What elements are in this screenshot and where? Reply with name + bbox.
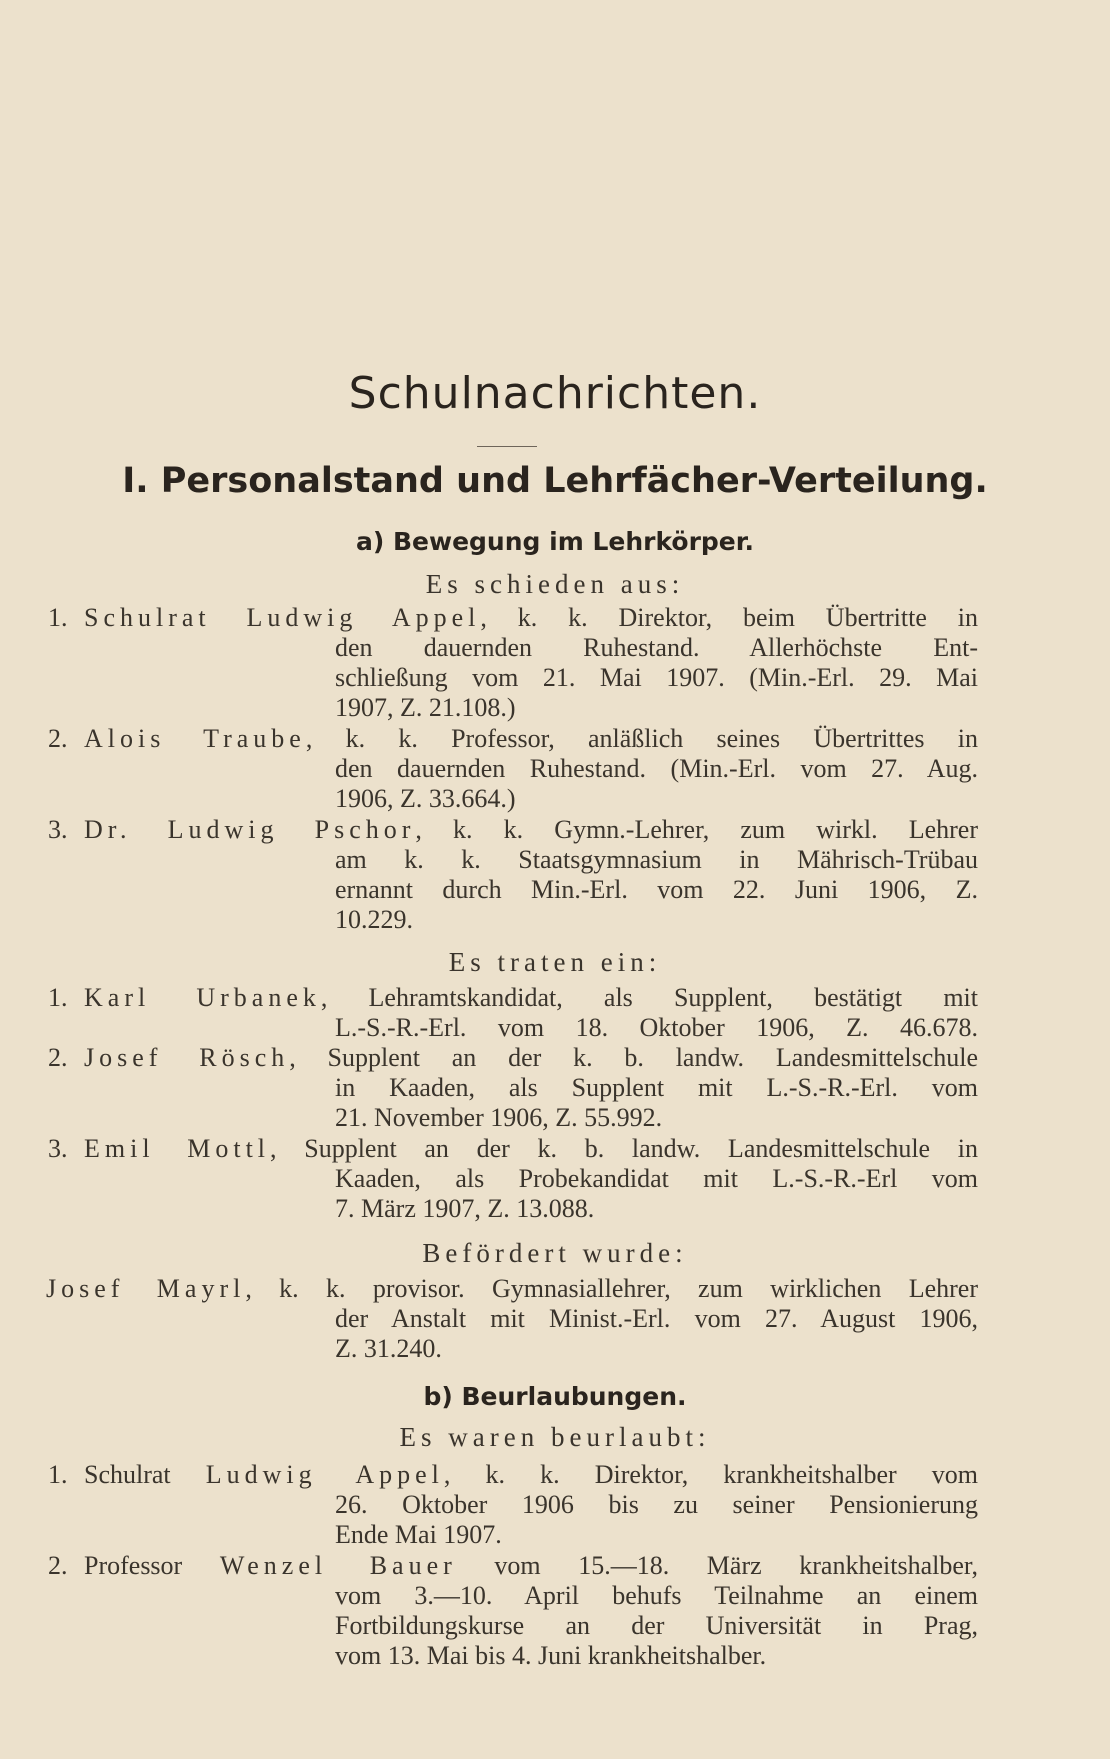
page-title: Schulnachrichten. <box>348 368 762 419</box>
list-item-line: am k. k. Staatsgymnasium in Mährisch-Trübau <box>335 845 978 874</box>
person-name: Josef Rösch <box>84 1043 290 1072</box>
list-item-line: L.-S.-R.-Erl. vom 18. Oktober 1906, Z. 46.678. <box>335 1013 978 1042</box>
list-item-line: den dauernden Ruhestand. (Min.-Erl. vom 27. Aug. <box>335 754 978 783</box>
list-item-text: , Lehramtskandidat, als Supplent, bestätigt mit <box>320 983 978 1012</box>
list-item-text: , k. k. Gymn.-Lehrer, zum wirkl. Lehrer <box>415 815 978 844</box>
list-item-text: , Supplent an der k. b. landw. Landesmittelschule in <box>270 1134 979 1163</box>
subheading-es-schieden-aus: Es schieden aus: <box>425 569 685 599</box>
list-item-line: 1906, Z. 33.664.) <box>335 784 516 813</box>
subheading-es-traten-ein: Es traten ein: <box>448 947 662 977</box>
list-item-line: ernannt durch Min.-Erl. vom 22. Juni 1906, Z. <box>335 875 978 904</box>
list-item-line: vom 13. Mai bis 4. Juni krankheitshalber. <box>335 1641 767 1670</box>
list-item-line: 7. März 1907, Z. 13.088. <box>335 1194 595 1223</box>
person-name: Dr. Ludwig Pschor <box>84 815 416 844</box>
list-item-text: , Supplent an der k. b. landw. Landesmittelschule <box>289 1043 978 1072</box>
person-name: Karl Urbanek <box>84 983 321 1012</box>
list-item-line: der Anstalt mit Minist.-Erl. vom 27. August 1906, <box>335 1304 978 1333</box>
list-item-first-line <box>84 1551 978 1581</box>
section-heading-personalstand: I. Personalstand und Lehrfächer-Verteilung. <box>122 461 988 501</box>
person-name: Ludwig Appel <box>205 1460 444 1489</box>
person-name: Emil Mottl <box>84 1134 271 1163</box>
list-item-first-line <box>84 603 978 633</box>
list-item-first-line <box>84 724 978 754</box>
list-item-line: Z. 31.240. <box>335 1334 442 1363</box>
title-prefix: Professor <box>84 1551 220 1580</box>
list-item-text: , k. k. Direktor, beim Übertritte in <box>480 603 978 632</box>
list-item-first-line <box>84 1043 978 1073</box>
list-item-first-line <box>84 1134 978 1164</box>
subsection-heading-beurlaubungen: b) Beurlaubungen. <box>423 1382 687 1411</box>
list-number: 1. <box>48 983 68 1012</box>
list-item-line: 21. November 1906, Z. 55.992. <box>335 1103 663 1132</box>
list-item-line: 1907, Z. 21.108.) <box>335 693 516 722</box>
list-item-line: 10.229. <box>335 905 413 934</box>
person-name: Wenzel Bauer <box>219 1551 457 1580</box>
person-name: Schulrat Ludwig Appel <box>84 603 481 632</box>
list-number: 1. <box>48 1460 68 1489</box>
subheading-befoerdert-wurde: Befördert wurde: <box>422 1238 688 1268</box>
list-item-line: den dauernden Ruhestand. Allerhöchste Ent- <box>335 633 978 662</box>
list-item-line: Kaaden, als Probekandidat mit L.-S.-R.-Erl vom <box>335 1164 978 1193</box>
person-name: Josef Mayrl <box>46 1274 246 1303</box>
list-item-first-line <box>84 983 978 1013</box>
list-number: 2. <box>48 1551 68 1580</box>
list-item-line: 26. Oktober 1906 bis zu seiner Pensionierung <box>335 1490 978 1519</box>
list-item-text: vom 15.—18. März krankheitshalber, <box>456 1551 978 1580</box>
list-item-text: , k. k. Direktor, krankheitshalber vom <box>443 1460 978 1489</box>
list-item-line: in Kaaden, als Supplent mit L.-S.-R.-Erl. vom <box>335 1073 978 1102</box>
list-item-text: , k. k. provisor. Gymnasiallehrer, zum wirklichen Lehrer <box>245 1274 978 1303</box>
subsection-heading-bewegung: a) Bewegung im Lehrkörper. <box>355 527 755 556</box>
list-number: 2. <box>48 1043 68 1072</box>
list-item-first-line <box>84 1460 978 1490</box>
list-number: 1. <box>48 603 68 632</box>
list-item-text: , k. k. Professor, anläßlich seines Übertrittes in <box>305 724 978 753</box>
list-item-line: vom 3.—10. April behufs Teilnahme an einem <box>335 1581 978 1610</box>
list-number: 3. <box>48 815 68 844</box>
list-item-line: schließung vom 21. Mai 1907. (Min.-Erl. 29. Mai <box>335 663 978 692</box>
list-item-line: Ende Mai 1907. <box>335 1520 502 1549</box>
list-number: 3. <box>48 1134 68 1163</box>
person-name: Alois Traube <box>84 724 306 753</box>
promotion-first-line <box>46 1274 978 1304</box>
list-item-first-line <box>84 815 978 845</box>
subheading-es-waren-beurlaubt: Es waren beurlaubt: <box>399 1422 711 1452</box>
title-prefix: Schulrat <box>84 1460 206 1489</box>
title-divider <box>477 446 537 447</box>
list-item-line: Fortbildungskurse an der Universität in Prag, <box>335 1611 978 1640</box>
list-number: 2. <box>48 724 68 753</box>
